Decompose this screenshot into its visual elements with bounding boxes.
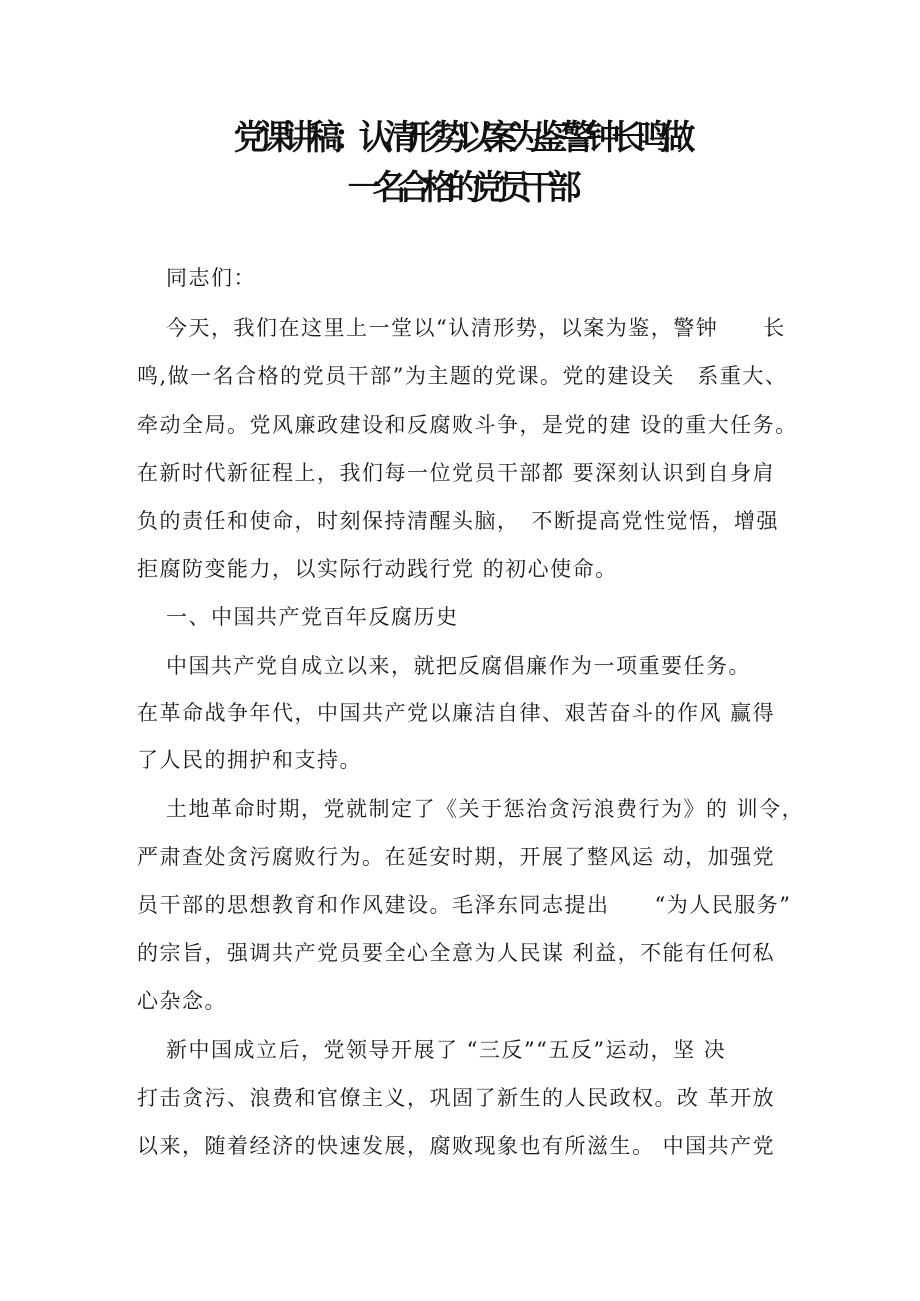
body-line: 员干部的思想教育和作风建设。毛泽东同志提出 “为人民服务” — [137, 893, 792, 917]
body-line: 的宗旨，强调共产党员要全心全意为人民谋 利益，不能有任何私 — [137, 941, 776, 965]
body-line: 打击贪污、浪费和官僚主义，巩固了新生的人民政权。改 革开放 — [137, 1086, 776, 1110]
body-line: 了人民的拥护和支持。 — [137, 748, 362, 772]
body-line: 土地革命时期，党就制定了《关于惩治贪污浪费行为》的 训令， — [166, 797, 805, 821]
body-line: 牵动全局。党风廉政建设和反腐败斗争，是党的建 设的重大任务。 — [137, 413, 798, 437]
body-line: 鸣,做一名合格的党员干部”为主题的党课。党的建设关 系重大、 — [137, 364, 788, 388]
body-line: 拒腐防变能力，以实际行动践行党 的初心使命。 — [137, 557, 618, 581]
body-line: 严肃查处贪污腐败行为。在延安时期，开展了整风运 动，加强党 — [137, 845, 776, 869]
body-line: 心杂念。 — [137, 989, 227, 1013]
body-line: 新中国成立后，党领导开展了 “三反”“五反”运动，坚 决 — [166, 1038, 727, 1062]
body-line: 今天，我们在这里上一堂以“认清形势，以案为鉴，警钟 长 — [166, 316, 786, 340]
body-line: 负的责任和使命，时刻保持清醒头脑， 不断提高党性觉悟，增强 — [137, 509, 779, 533]
body-line: 在革命战争年代，中国共产党以廉洁自律、艰苦奋斗的作风 赢得 — [137, 701, 776, 725]
body-line: 中国共产党自成立以来，就把反腐倡廉作为一项重要任务。 — [166, 654, 751, 678]
document-title-line-2: 一名合格的党员干部 — [347, 168, 573, 208]
section-heading: 一、中国共产党百年反腐历史 — [166, 605, 459, 629]
body-line: 在新时代新征程上，我们每一位党员干部都 要深刻认识到自身肩 — [137, 461, 776, 485]
body-line: 以来，随着经济的快速发展，腐败现象也有所滋生。 中国共产党 — [137, 1134, 776, 1158]
salutation: 同志们： — [166, 266, 256, 290]
document-title-line-1: 党课讲稿：认清形势以案为鉴 警钟长鸣做 — [233, 118, 687, 158]
